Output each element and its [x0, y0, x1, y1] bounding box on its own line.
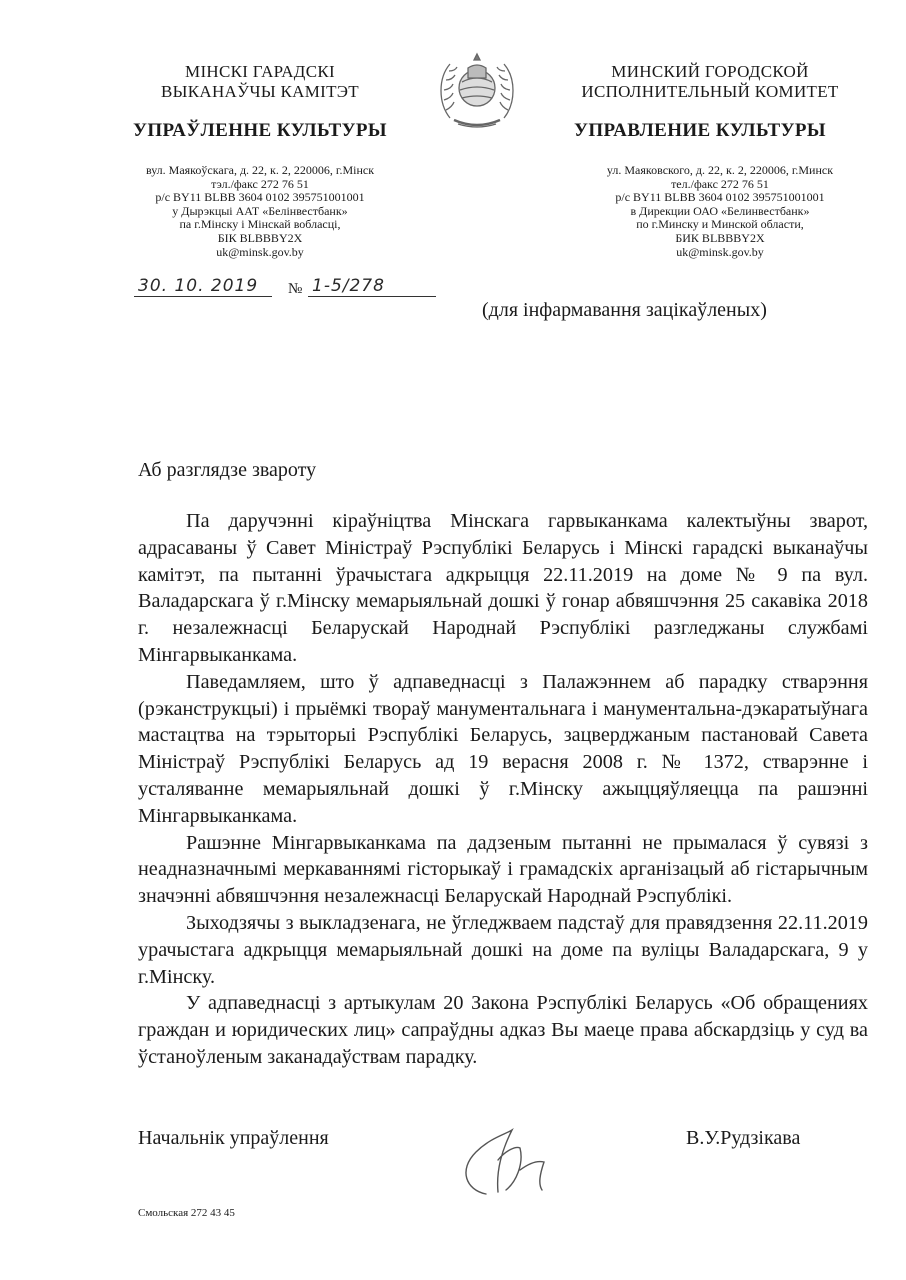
body-paragraph: Па даручэнні кіраўніцтва Мінскага гарвыканкама калектыўны зварот, адрасаваны ў Савет Міністраў Рэспублікі Беларусь і Мінскі гарадскі выканаўчы камітэт, па пытанні ўрачыстага адкрыцця 22.11.2019 на доме № 9 па вул. Валадарскага ў г.Мінску мемарыяльнай дошкі ў гонар абвяшчэння 25 сакавіка 2018 г. незалежнасці Беларускай Народнай Рэспублікі разгледжаны службамі Мінгарвыканкама. [138, 510, 868, 666]
number-underline [308, 296, 436, 297]
subject-line: Аб разглядзе звароту [138, 459, 317, 481]
letter-body [138, 508, 868, 1071]
left-address-line: па г.Мінску і Мінскай вобласці, [179, 217, 341, 232]
right-org-line1: МИНСКИЙ ГОРОДСКОЙ [611, 62, 809, 81]
signatory-name: В.У.Рудзікава [686, 1127, 801, 1149]
recipient-line: (для інфармавання зацікаўленых) [482, 299, 767, 321]
left-org-line2: ВЫКАНАЎЧЫ КАМІТЭТ [161, 82, 359, 101]
right-address-line: БИК BLBBBY2X [675, 230, 765, 245]
left-address-line: вул. Маякоўскага, д. 22, к. 2, 220006, г.Мінск [145, 163, 375, 177]
right-address-line: ул. Маяковского, д. 22, к. 2, 220006, г.Минск [606, 163, 834, 177]
left-address-line: у Дырэкцыі ААТ «Белінвестбанк» [172, 203, 348, 218]
handwritten-signature [446, 1120, 556, 1200]
right-address-line: в Дирекции ОАО «Белинвестбанк» [630, 203, 810, 218]
right-address-block [560, 164, 880, 259]
left-org-line1: МІНСКІ ГАРАДСКІ [185, 62, 335, 81]
left-address-line: uk@minsk.gov.by [216, 244, 304, 259]
right-address-line: р/с BY11 BLBB 3604 0102 395751001001 [615, 190, 825, 205]
number-label: № [288, 281, 303, 297]
left-dept-name: УПРАЎЛЕННЕ КУЛЬТУРЫ [133, 120, 387, 141]
body-paragraph: Зыходзячы з выкладзенага, не ўгледжваем падстаў для правядзення 22.11.2019 урачыстага адкрыцця мемарыяльнай дошкі на доме па вуліцы Валадарскага, 9 у г.Мінску. [138, 911, 868, 988]
date-underline [134, 296, 272, 297]
body-paragraph: Паведамляем, што ў адпаведнасці з Палажэннем аб парадку стварэння (рэканструкцыі) і прыёмкі твораў манументальнага і манументальна-дэкаратыўнага мастацтва на тэрыторыі Рэспублікі Беларусь, зацверджаным пастановай Савета Міністраў Рэспублікі Беларусь ад 19 верасня 2008 г. № 1372, стварэнне і усталяванне мемарыяльнай дошкі ў г.Мінску ажыццяўляецца па рашэнні Мінгарвыканкама. [138, 670, 868, 827]
right-address-line: по г.Минску и Минской области, [636, 217, 804, 232]
body-paragraph: У адпаведнасці з артыкулам 20 Закона Рэспублікі Беларусь «Об обращениях граждан и юридических лиц» сапраўдны адказ Вы маеце права абскардзіць у суд ва ўстаноўленым заканадаўствам парадку. [138, 992, 868, 1068]
signatory-position: Начальнік упраўлення [138, 1127, 329, 1149]
right-dept-name: УПРАВЛЕНИЕ КУЛЬТУРЫ [574, 120, 826, 141]
registration-number: 1-5/278 [312, 276, 385, 296]
state-emblem-icon [432, 48, 522, 130]
left-address-line: р/с BY11 BLBB 3604 0102 395751001001 [155, 190, 365, 205]
body-paragraph: Рашэнне Мінгарвыканкама па дадзеным пытанні не прымалася ў сувязі з неадназначнымі меркаваннямі гісторыкаў і грамадскіх арганізацый аб гістарычным значэнні абвяшчэння незалежнасці Беларускай Народнай Рэспублікі. [138, 831, 868, 908]
registration-date: 30. 10. 2019 [138, 276, 259, 296]
right-address-line: uk@minsk.gov.by [676, 244, 764, 259]
right-org-name [560, 62, 860, 102]
right-org-line2: ИСПОЛНИТЕЛЬНЫЙ КОМИТЕТ [581, 82, 839, 101]
left-org-name [130, 62, 390, 102]
executor-contact: Смольская 272 43 45 [138, 1207, 235, 1219]
left-address-block [100, 164, 420, 259]
left-address-line: тэл./факс 272 76 51 [211, 176, 309, 191]
right-address-line: тел./факс 272 76 51 [671, 176, 769, 191]
left-address-line: БІК BLBBBY2X [217, 230, 303, 245]
